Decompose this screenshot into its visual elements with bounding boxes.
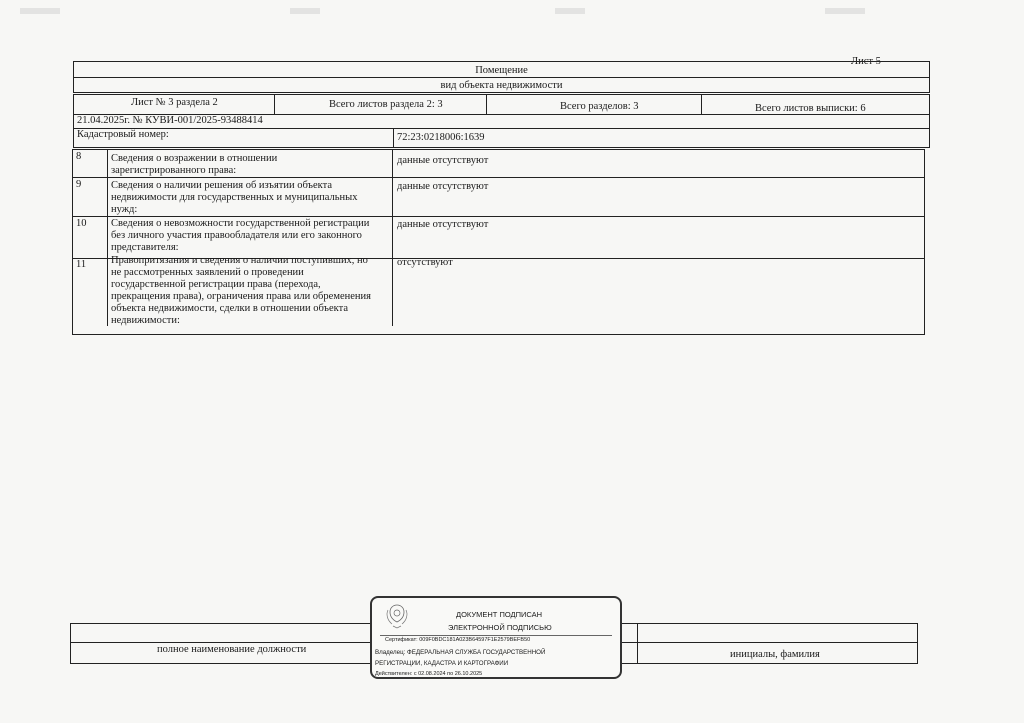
stamp-title: ЭЛЕКТРОННОЙ ПОДПИСЬЮ: [448, 623, 552, 632]
row-label-line: нужд:: [111, 204, 138, 215]
table-row: [73, 217, 925, 259]
object-type-caption: вид объекта недвижимости: [440, 80, 563, 91]
sheet-of-section: Лист № 3 раздела 2: [131, 97, 218, 108]
row-value: данные отсутствуют: [397, 219, 489, 230]
scan-artifact: [20, 8, 60, 14]
stamp-validity: Действителен: с 02.08.2024 по 26.10.2025: [375, 671, 483, 677]
row-value: отсутствуют: [397, 257, 453, 268]
row-number: 10: [76, 218, 87, 229]
row-label-line: недвижимости:: [111, 315, 180, 326]
table-row: [73, 150, 925, 177]
scan-artifact: [555, 8, 585, 14]
scan-artifact: [825, 8, 865, 14]
row-number: 11: [76, 259, 87, 270]
cadastral-number: 72:23:0218006:1639: [397, 132, 485, 143]
row-number: 8: [76, 151, 82, 162]
row-label-line: зарегистрированного права:: [111, 165, 237, 176]
header-sheets-row: [73, 94, 930, 115]
stamp-certificate: Сертификат: 009F0BDC181A023B64597F1E2579BEFB50: [385, 637, 531, 643]
table-row: [73, 255, 925, 335]
electronic-signature-stamp: [370, 596, 622, 679]
stamp-owner: Владелец: ФЕДЕРАЛЬНАЯ СЛУЖБА ГОСУДАРСТВЕННОЙ: [375, 649, 546, 656]
cadastral-row: [73, 128, 930, 148]
stamp-title: ДОКУМЕНТ ПОДПИСАН: [456, 610, 543, 619]
row-label-line: представителя:: [111, 242, 179, 253]
table-row: [73, 178, 925, 217]
sheet-label: Лист 5: [851, 56, 881, 67]
object-type: Помещение: [475, 65, 528, 76]
cadastral-label: Кадастровый номер:: [77, 129, 169, 140]
row-label-line: без личного участия правообладателя или его законного: [111, 230, 362, 241]
sheets-in-section: Всего листов раздела 2: 3: [329, 99, 443, 110]
total-sheets: Всего листов выписки: 6: [755, 103, 866, 114]
row-label-line: объекта недвижимости, сделки в отношении объекта: [111, 303, 348, 314]
stamp-owner: РЕГИСТРАЦИИ, КАДАСТРА И КАРТОГРАФИИ: [375, 660, 509, 667]
position-caption: полное наименование должности: [157, 644, 307, 655]
row-label-line: прекращения права), ограничения права или обременения: [111, 291, 371, 302]
row-label-line: Сведения о возражении в отношении: [111, 153, 278, 164]
header-object-type-row: [73, 61, 930, 78]
row-label-line: недвижимости для государственных и муниципальных: [111, 192, 358, 203]
name-caption: инициалы, фамилия: [730, 649, 820, 660]
header-caption-row: [73, 77, 930, 93]
row-value: данные отсутствуют: [397, 181, 489, 192]
records-table: [72, 149, 925, 335]
row-label-line: Сведения о наличии решения об изъятии объекта: [111, 180, 332, 191]
row-value: данные отсутствуют: [397, 155, 489, 166]
scan-artifact: [290, 8, 320, 14]
emblem-icon: [384, 602, 410, 630]
request-row: [73, 114, 930, 129]
row-label-line: государственной регистрации права (перехода,: [111, 279, 321, 290]
row-label-line: Сведения о невозможности государственной регистрации: [111, 218, 370, 229]
request-date-number: 21.04.2025г. № КУВИ-001/2025-93488414: [77, 115, 263, 126]
total-sections: Всего разделов: 3: [560, 101, 639, 112]
row-label-line: не рассмотренных заявлений о проведении: [111, 267, 304, 278]
row-number: 9: [76, 179, 82, 190]
row-label-line: Правопритязания и сведения о наличии поступивших, но: [111, 255, 368, 266]
